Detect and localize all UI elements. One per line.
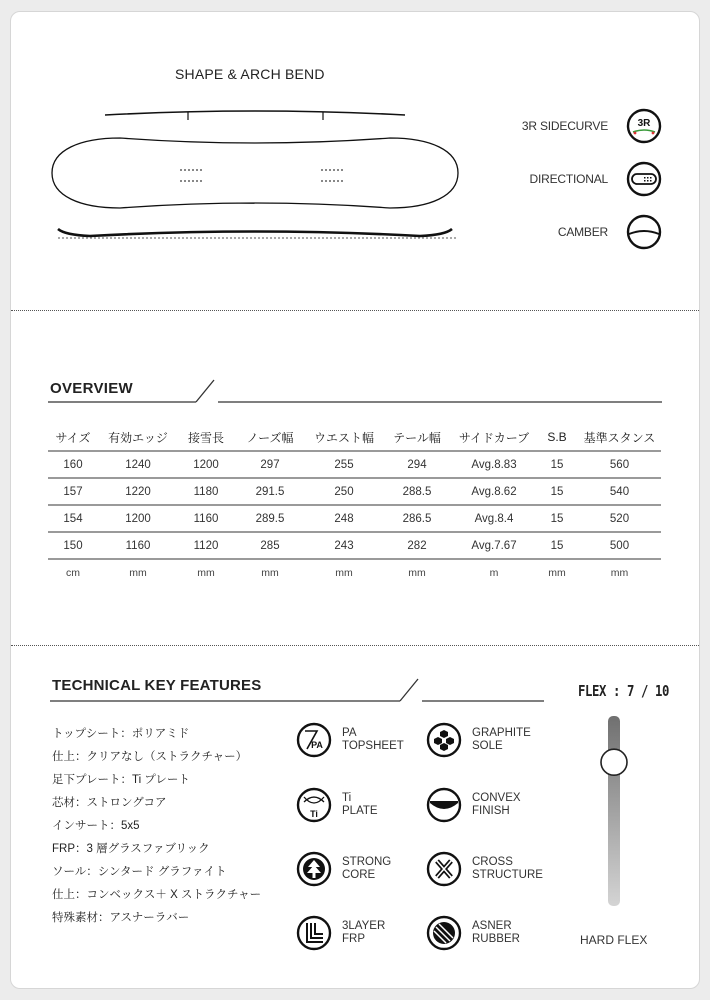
- table-cell: 248: [306, 505, 382, 532]
- table-cell: 560: [578, 451, 661, 478]
- feature-label: CROSS STRUCTURE: [472, 856, 543, 881]
- column-header: サイズ: [55, 430, 91, 445]
- unit-cell: mm: [306, 559, 382, 586]
- camber-icon: [626, 214, 662, 250]
- table-cell: 1180: [178, 478, 234, 505]
- table-cell: 15: [536, 451, 578, 478]
- table-cell: 1160: [98, 532, 178, 559]
- ti-plate-icon: [296, 787, 332, 823]
- spec-item: 仕上：コンベックス＋ X ストラクチャー: [52, 889, 262, 901]
- table-cell: Avg.8.4: [452, 505, 536, 532]
- feature-camber: [558, 214, 662, 250]
- table-cell: 291.5: [234, 478, 306, 505]
- column-header: ノーズ幅: [246, 430, 294, 445]
- table-header-row: [48, 427, 661, 451]
- table-cell: 160: [48, 451, 98, 478]
- spec-list: [52, 723, 261, 930]
- unit-cell: mm: [234, 559, 306, 586]
- column-header: 有効エッジ: [108, 430, 168, 445]
- size-spec-table: [48, 427, 661, 586]
- 3r-sidecurve-icon: [626, 108, 662, 144]
- unit-cell: mm: [178, 559, 234, 586]
- feature-3layer-frp: [296, 915, 385, 951]
- table-cell: 285: [234, 532, 306, 559]
- unit-cell: m: [452, 559, 536, 586]
- feature-asner-rubber: [426, 915, 520, 951]
- table-row: [48, 478, 661, 505]
- section-divider: [11, 645, 699, 646]
- flex-slider: [595, 712, 635, 912]
- feature-graphite-sole: [426, 722, 531, 758]
- spec-item: FRP：3 層グラスファブリック: [52, 843, 210, 855]
- table-cell: 15: [536, 478, 578, 505]
- table-cell: 154: [48, 505, 98, 532]
- table-cell: 500: [578, 532, 661, 559]
- spec-item: ソール：シンタード グラファイト: [52, 866, 227, 878]
- feature-label: GRAPHITE SOLE: [472, 727, 531, 752]
- table-cell: Avg.8.83: [452, 451, 536, 478]
- units-row: [48, 559, 661, 586]
- spec-item: インサート：5x5: [52, 820, 140, 832]
- column-header: S.B: [547, 430, 567, 444]
- ti-badge-text: Ti: [310, 809, 318, 819]
- feature-label: CAMBER: [557, 225, 608, 239]
- overview-title-rule: [46, 375, 666, 405]
- table-cell: Avg.8.62: [452, 478, 536, 505]
- feature-label: ASNER RUBBER: [472, 920, 520, 945]
- feature-label: 3LAYER FRP: [342, 920, 386, 945]
- table-cell: 1220: [98, 478, 178, 505]
- table-cell: 250: [306, 478, 382, 505]
- table-cell: 294: [382, 451, 452, 478]
- spec-item: 仕上：クリアなし（ストラクチャー）: [52, 751, 248, 763]
- pa-topsheet-icon: [296, 722, 332, 758]
- feature-label: 3R SIDECURVE: [521, 119, 608, 133]
- 3r-badge-text: 3R: [637, 118, 651, 129]
- column-header: ウエスト幅: [313, 430, 374, 445]
- board-shape-diagram: [50, 105, 460, 245]
- unit-cell: cm: [48, 559, 98, 586]
- table-cell: 288.5: [382, 478, 452, 505]
- feature-label: CONVEX FINISH: [472, 792, 521, 817]
- table-cell: 1200: [178, 451, 234, 478]
- feature-label: STRONG CORE: [342, 856, 392, 881]
- table-row: [48, 505, 661, 532]
- flex-label: HARD FLEX: [580, 933, 648, 947]
- table-cell: 15: [536, 505, 578, 532]
- feature-directional: [530, 161, 662, 197]
- directional-icon: [626, 161, 662, 197]
- flex-knob: [601, 749, 627, 775]
- column-header: サイドカーブ: [458, 430, 530, 445]
- feature-label: PA TOPSHEET: [342, 727, 404, 752]
- convex-finish-icon: [426, 787, 462, 823]
- column-header: テール幅: [393, 430, 441, 445]
- flex-track: [608, 716, 620, 906]
- table-cell: 520: [578, 505, 661, 532]
- table-cell: 282: [382, 532, 452, 559]
- table-cell: Avg.7.67: [452, 532, 536, 559]
- unit-cell: mm: [578, 559, 661, 586]
- spec-item: 足下プレート：Ti プレート: [52, 774, 190, 786]
- pa-badge-text: PA: [311, 740, 323, 750]
- column-header: 接雪長: [187, 430, 224, 445]
- spec-item: トップシート：ポリアミド: [52, 728, 190, 740]
- table-cell: 157: [48, 478, 98, 505]
- flex-title: FLEX : 7 / 10: [578, 682, 669, 700]
- tech-title: TECHNICAL KEY FEATURES: [52, 677, 262, 694]
- graphite-sole-icon: [426, 722, 462, 758]
- feature-cross-structure: [426, 851, 543, 887]
- unit-cell: mm: [536, 559, 578, 586]
- feature-label: Ti PLATE: [342, 792, 378, 817]
- feature-3r-sidecurve: [522, 108, 662, 144]
- feature-convex-finish: [426, 787, 521, 823]
- strong-core-icon: [296, 851, 332, 887]
- feature-pa-topsheet: [296, 722, 404, 758]
- table-cell: 1200: [98, 505, 178, 532]
- table-cell: 243: [306, 532, 382, 559]
- table-row: [48, 532, 661, 559]
- table-cell: 1160: [178, 505, 234, 532]
- table-cell: 1120: [178, 532, 234, 559]
- asner-rubber-icon: [426, 915, 462, 951]
- table-row: [48, 451, 661, 478]
- overview-title: OVERVIEW: [50, 380, 133, 397]
- section-divider: [11, 310, 699, 311]
- feature-ti-plate: [296, 787, 378, 823]
- table-cell: 540: [578, 478, 661, 505]
- table-cell: 286.5: [382, 505, 452, 532]
- table-cell: 297: [234, 451, 306, 478]
- unit-cell: mm: [382, 559, 452, 586]
- table-cell: 255: [306, 451, 382, 478]
- shape-title: SHAPE & ARCH BEND: [175, 66, 325, 82]
- spec-item: 芯材：ストロングコア: [52, 797, 167, 809]
- table-cell: 289.5: [234, 505, 306, 532]
- cross-structure-icon: [426, 851, 462, 887]
- 3layer-frp-icon: [296, 915, 332, 951]
- feature-label: DIRECTIONAL: [529, 172, 608, 186]
- table-cell: 15: [536, 532, 578, 559]
- table-cell: 150: [48, 532, 98, 559]
- feature-strong-core: [296, 851, 391, 887]
- spec-item: 特殊素材：アスナーラバー: [52, 912, 190, 924]
- unit-cell: mm: [98, 559, 178, 586]
- column-header: 基準スタンス: [583, 430, 656, 445]
- table-cell: 1240: [98, 451, 178, 478]
